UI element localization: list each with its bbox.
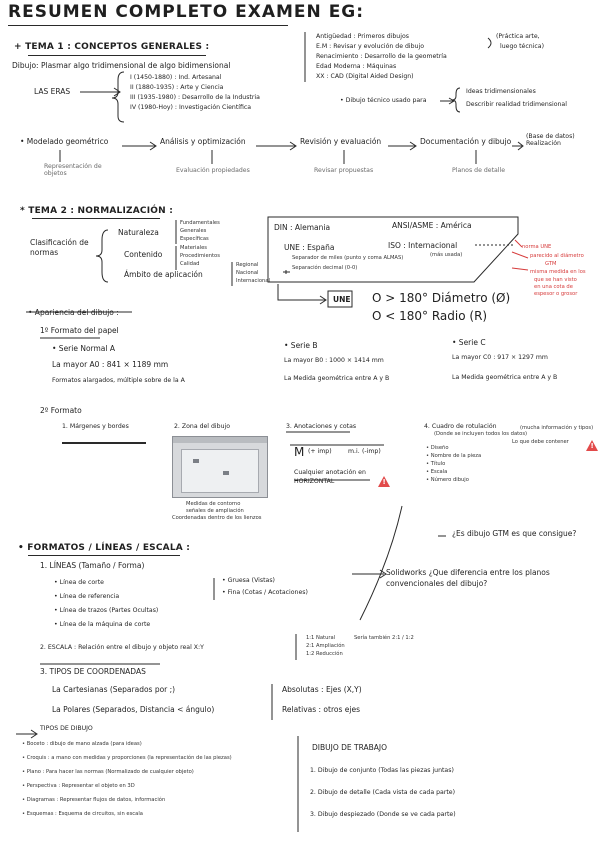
clasif-item: Generales (180, 228, 207, 234)
norm-sub: Separador de miles (punto y coma ALMAS) (292, 255, 404, 261)
flow-arrow (122, 142, 156, 150)
coords-rel: Relativas : otros ejes (282, 705, 360, 714)
tema2-heading: * TEMA 2 : NORMALIZACIÓN : (20, 206, 173, 216)
clasif-item: Fundamentales (180, 220, 220, 226)
grosor-item: • Fina (Cotas / Acotaciones) (222, 589, 308, 596)
cuadro-item: • Nombre de la pieza (426, 453, 482, 459)
cuadro-item: • Número dibujo (426, 477, 469, 483)
screen-caption: Medidas de contorno (186, 501, 241, 507)
dibujo-tecnico-use: Ideas tridimensionales (466, 88, 536, 95)
flow-step: Revisión y evaluación (300, 137, 382, 146)
une-box (328, 291, 352, 307)
m-label: M (294, 445, 305, 459)
red-note: norma UNE (522, 244, 552, 250)
cuadro-item: • Escala (426, 469, 448, 475)
history-note: Renacimiento : Desarrollo de la geometría (316, 53, 447, 60)
formatos-heading: • FORMATOS / LÍNEAS / ESCALA : (18, 543, 191, 553)
clasif-item: Procedimientos (180, 253, 220, 259)
symbol-diametro: O > 180° Diámetro (Ø) (372, 291, 511, 305)
era-item: III (1935-1980) : Desarrollo de la Industria (130, 94, 260, 101)
cuadro-item: • Título (426, 461, 446, 467)
arrow (440, 98, 454, 104)
symbol-radio: O < 180° Radio (R) (372, 309, 488, 323)
escala-right: Sería también 2:1 / 1:2 (354, 635, 414, 641)
red-note: misma medida en los (530, 269, 586, 275)
cuadro-item: • Diseño (426, 445, 449, 451)
flow-arrow (388, 142, 416, 150)
escala-type: 1:2 Reducción (306, 651, 343, 657)
escala-label: 2. ESCALA : Relación entre el dibujo y objeto real X:Y (40, 644, 204, 651)
red-note: espesor o grosor (534, 291, 578, 297)
escala-type: 2:1 Ampliación (306, 643, 345, 649)
flow-arrow (512, 142, 523, 150)
red-note: GTM (545, 261, 557, 267)
norm-iso-sub: (más usada) (430, 252, 463, 258)
cuadro-right2: (mucha información y tipos) (520, 425, 594, 431)
flow-step: (Base de datos) Realización (526, 133, 575, 147)
norm-iso: ISO : Internacional (388, 241, 458, 250)
serie-c-size: La mayor C0 : 917 × 1297 mm (452, 354, 548, 361)
tipo-item: • Esquemas : Esquema de circuitos, sin escala (22, 811, 143, 817)
red-note: que se han visto (534, 277, 577, 283)
arrow (283, 270, 290, 274)
coords-abs: Absolutas : Ejes (X,Y) (282, 685, 362, 694)
flow-sub: Planos de detalle (452, 167, 506, 174)
clasif-contenido: Contenido (124, 250, 163, 259)
bracket-note: luego técnica) (500, 43, 545, 50)
tipo-item: • Perspectiva : Representar el objeto en 3D (22, 783, 135, 789)
red-note: en una cota de (534, 284, 573, 290)
tipo-item: • Plano : Para hacer las normas (Normalizado de cualquier objeto) (22, 769, 194, 775)
zona-label: 2. Zona del dibujo (174, 423, 230, 430)
red-note: parecido al diámetro (530, 253, 584, 259)
history-note: E.M : Revisar y evolución de dibujo (316, 43, 424, 50)
clasif-item: Regional (236, 262, 259, 268)
trabajo-item: 3. Dibujo despiezado (Donde se ve cada parte) (310, 811, 456, 818)
norm-din: DIN : Alemania (274, 223, 331, 232)
clasif-item: Internacional (236, 278, 270, 284)
lineas-label: 1. LÍNEAS (Tamaño / Forma) (40, 561, 145, 570)
tipo-item: • Diagramas : Representar flujos de datos, información (22, 797, 166, 803)
tema1-heading: + TEMA 1 : CONCEPTOS GENERALES : (14, 42, 210, 52)
eras-label: LAS ERAS (34, 87, 71, 96)
clasif-nat: Naturaleza (118, 228, 159, 237)
cuadro-note: (Donde se incluyen todos los datos) (434, 431, 528, 437)
clasif-brace (96, 230, 108, 282)
arrow (278, 284, 326, 304)
history-note: XX : CAD (Digital Aided Design) (316, 73, 414, 80)
norm-sub: Separación decimal (0-0) (292, 265, 358, 271)
screen-caption: señales de ampliación (186, 508, 244, 514)
serie-b: • Serie B (284, 341, 318, 350)
serie-c: • Serie C (452, 338, 486, 347)
serie-b-size: La mayor B0 : 1000 × 1414 mm (284, 357, 384, 364)
margenes-label: 1. Márgenes y bordes (62, 423, 129, 430)
flow-sub: Revisar propuestas (314, 167, 374, 174)
une-badge: UNE (333, 295, 351, 304)
cota-note: Cualquier anotación en HORIZONTAL (294, 469, 366, 486)
arrow (352, 570, 386, 578)
clasificacion-label: Clasificación de normas (30, 238, 89, 257)
era-item: I (1450-1880) : Ind. Artesanal (130, 74, 222, 81)
tipo-item: • Croquis : a mano con medidas y proporciones (la representación de las piezas) (22, 755, 232, 761)
serie-a: • Serie Normal A (52, 344, 115, 353)
coords-polares: La Polares (Separados, Distancia < ángulo) (52, 705, 215, 714)
flow-step: Análisis y optimización (160, 137, 246, 146)
apariencia-heading: • Apariencia del dibujo : (28, 308, 119, 317)
dibujo-tecnico-use: Describir realidad tridimensional (466, 101, 567, 108)
line-item: • Línea de corte (54, 579, 104, 586)
mi-sub: (-imp) (362, 448, 381, 455)
norm-box (268, 217, 518, 282)
serie-c-note: La Medida geométrica entre A y B (452, 374, 558, 381)
flow-step: Documentación y dibujo (420, 137, 512, 146)
clasif-item: Específicas (180, 236, 209, 242)
clasif-item: Materiales (180, 245, 207, 251)
question-1: ¿Es dibujo GTM es que consigue? (452, 529, 577, 538)
trabajo-item: 2. Dibujo de detalle (Cada vista de cada parte) (310, 789, 456, 796)
page-title: RESUMEN COMPLETO EXAMEN EG: (8, 2, 365, 22)
history-note: Edad Moderna : Máquinas (316, 63, 397, 70)
flow-step: • Modelado geométrico (20, 137, 109, 146)
divider-curve (360, 506, 402, 620)
norm-une: UNE : España (284, 243, 335, 252)
arrow (16, 730, 37, 738)
serie-a-size: La mayor A0 : 841 × 1189 mm (52, 360, 169, 369)
escala-type: 1:1 Natural (306, 635, 336, 641)
apariencia-p1: 1º Formato del papel (40, 326, 119, 335)
coords-label: 3. TIPOS DE COORDENADAS (40, 667, 146, 676)
bracket-note: (Práctica arte, (496, 33, 540, 40)
flow-sub: Representación de objetos (44, 163, 102, 177)
flow-sub: Evaluación propiedades (176, 167, 250, 174)
grosor-item: • Gruesa (Vistas) (222, 577, 275, 584)
anotaciones-label: 3. Anotaciones y cotas (286, 423, 357, 430)
question-2: Solidworks ¿Que diferencia entre los planos convencionales del dibujo? (386, 568, 550, 589)
dibujo-tecnico: • Dibujo técnico usado para (340, 97, 427, 104)
coords-cartesianas: La Cartesianas (Separados por ;) (52, 685, 176, 694)
norm-ansi: ANSI/ASME : América (392, 221, 472, 230)
formatos-note: Formatos alargados, múltiple sobre de la A (52, 377, 185, 384)
tipos-label: TIPOS DE DIBUJO (40, 725, 93, 732)
arrow (80, 88, 120, 96)
era-item: IV (1980-Hoy) : Investigación Científica (130, 104, 252, 111)
clasif-item: Calidad (180, 261, 200, 267)
era-item: II (1880-1935) : Arte y Ciencia (130, 84, 224, 91)
dibujo-definition: Dibujo: Plasmar algo tridimensional de algo bidimensional (12, 61, 231, 70)
bracket-line (488, 38, 491, 48)
clasif-ambito: Ámbito de aplicación (124, 270, 203, 279)
history-note: Antigüedad : Primeros dibujos (316, 33, 409, 40)
trabajo-heading: DIBUJO DE TRABAJO (312, 743, 388, 752)
cuadro-label: 4. Cuadro de rotulación (424, 423, 497, 430)
apariencia-p2: 2º Formato (40, 406, 82, 415)
line-item: • Línea de la máquina de corte (54, 621, 151, 628)
trabajo-item: 1. Dibujo de conjunto (Todas las piezas juntas) (310, 767, 454, 774)
clasif-item: Nacional (236, 270, 259, 276)
line-item: • Línea de trazos (Partes Ocultas) (54, 607, 159, 614)
line-item: • Línea de referencia (54, 593, 120, 600)
screen-caption: Coordenadas dentro de los lienzos (172, 515, 262, 521)
eras-brace (112, 72, 124, 122)
serie-b-note: La Medida geométrica entre A y B (284, 375, 390, 382)
flow-arrow (256, 142, 296, 150)
m-sub: (+ imp) (308, 448, 332, 455)
tipo-item: • Boceto : dibujo de mano alzada (para ideas) (22, 741, 142, 747)
mi-label: m.i. (348, 448, 360, 455)
cuadro-right: Lo que debe contener (512, 439, 569, 445)
